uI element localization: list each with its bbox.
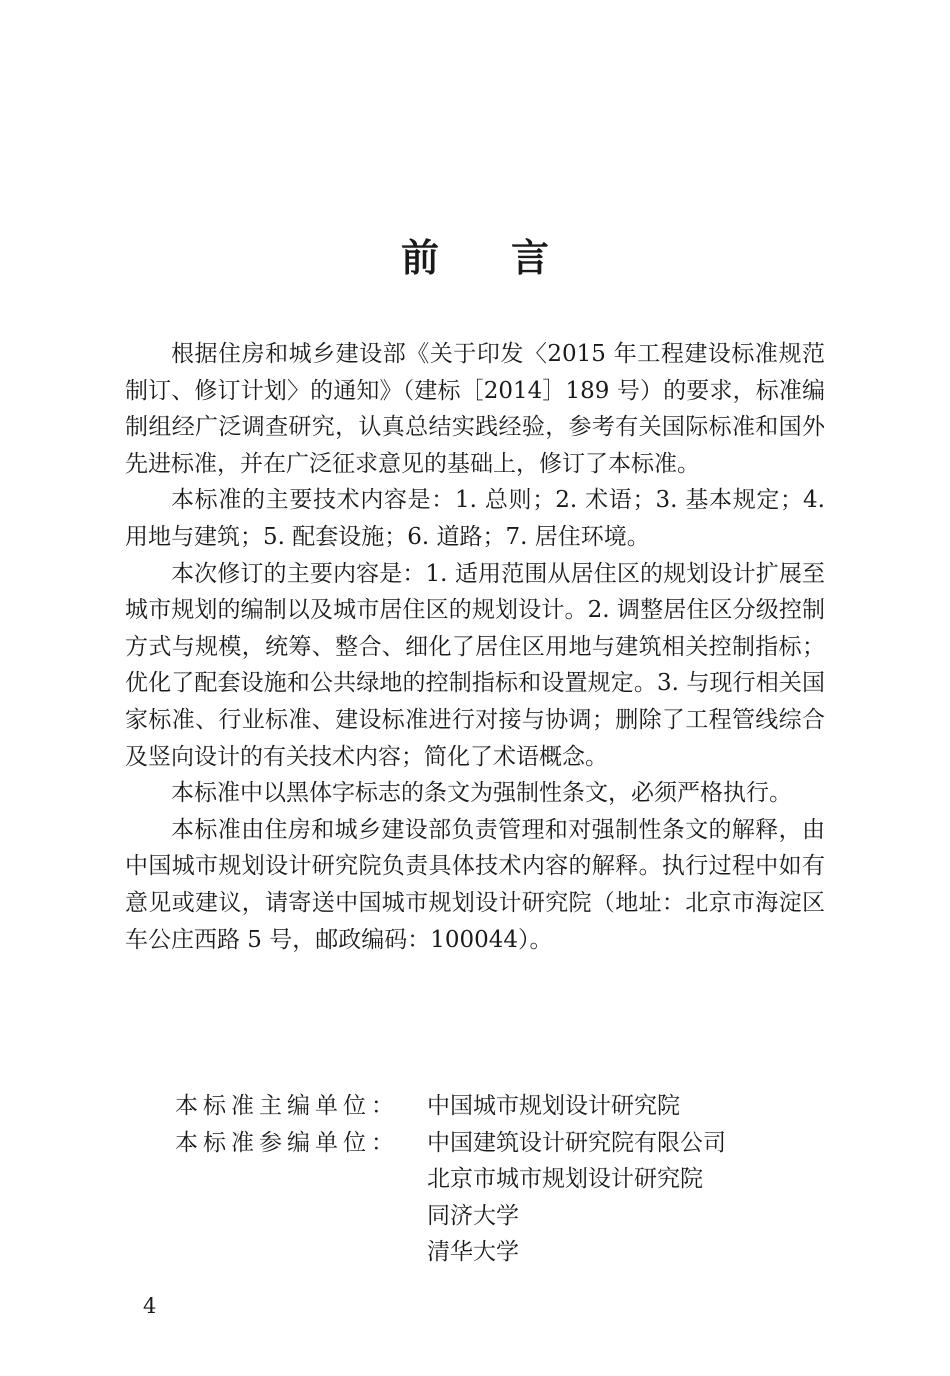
participant-org: 中国建筑设计研究院有限公司 <box>427 1129 726 1156</box>
paragraph-2: 本标准的主要技术内容是：1. 总则；2. 术语；3. 基本规定；4. 用地与建筑；5. 配套设施；6. 道路；7. 居住环境。 <box>125 487 825 550</box>
preface-body <box>125 336 825 958</box>
participant-org: 北京市城市规划设计研究院 <box>427 1166 703 1193</box>
participants-list <box>427 1125 726 1271</box>
paragraph-4: 本标准中以黑体字标志的条文为强制性条文，必须严格执行。 <box>171 780 792 807</box>
paragraph-5: 本标准由住房和城乡建设部负责管理和对强制性条文的解释，由中国城市规划设计研究院负责具体技术内容的解释。执行过程中如有意见或建议，请寄送中国城市规划设计研究院（地址：北京市海淀区车公庄西路 5 号，邮政编码：100044）。 <box>125 816 825 953</box>
participants-row <box>175 1125 825 1271</box>
page-title: 前言 <box>400 235 621 280</box>
chief-editor-label: 本标准主编单位： <box>175 1093 399 1119</box>
participant-org: 同济大学 <box>427 1202 519 1229</box>
organizations-block <box>175 1088 825 1271</box>
paragraph-3: 本次修订的主要内容是：1. 适用范围从居住区的规划设计扩展至城市规划的编制以及城市居住区的规划设计。2. 调整居住区分级控制方式与规模，统筹、整合、细化了居住区用地与建筑相关控制指标；优化了配套设施和公共绿地的控制指标和设置规定。3. 与现行相关国家标准、行业标准、建设标准进行对接与协调；删除了工程管线综合及竖向设计的有关技术内容；简化了术语概念。 <box>125 560 825 770</box>
paragraph-1: 根据住房和城乡建设部《关于印发〈2015 年工程建设标准规范制订、修订计划〉的通知》（建标［2014］189 号）的要求，标准编制组经广泛调查研究，认真总结实践经验，参考有关国际标准和国外先进标准，并在广泛征求意见的基础上，修订了本标准。 <box>125 341 825 477</box>
page-number: 4 <box>143 1294 157 1318</box>
participants-label: 本标准参编单位： <box>175 1129 399 1156</box>
chief-editor-row <box>175 1088 825 1125</box>
chief-editor-org: 中国城市规划设计研究院 <box>427 1093 680 1119</box>
participant-org: 清华大学 <box>427 1239 519 1266</box>
